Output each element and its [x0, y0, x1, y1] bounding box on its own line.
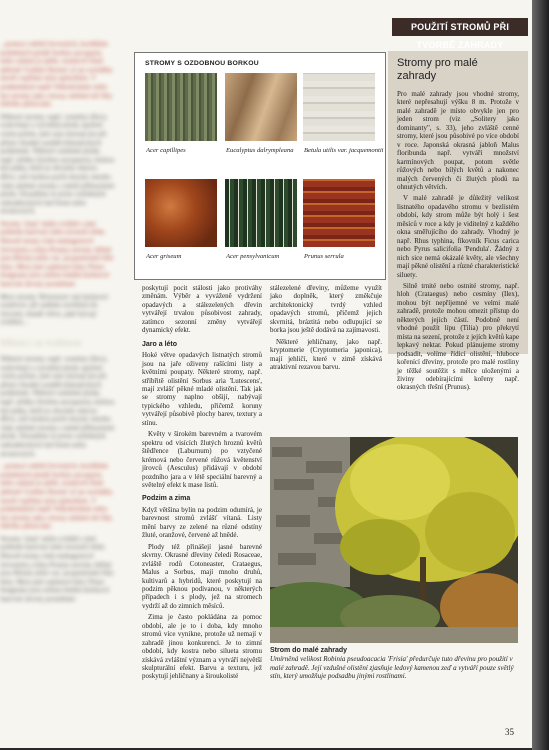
left-paragraph: ...pomocí odrůd červených, korálkům podobných plodů Sorbus aucuparia nebo známá je jablů, oranžově žluté jabloně 'Golden Hornet' ať po sochálky stavět vzpříme ným způsobem. V podmínkách teplé Velkobritánie nebo byt stromy jako citrusy zdobné též fíky lehčího pěstování.: [0, 462, 113, 531]
body-paragraph: stálezelené dřeviny, můžeme využít jako doplněk, který změkčuje architektonický tvrdý vzhled opadavých stromů, přičemž jejich skvrnitá, bráztitá nebo odlupující se borka jsou ještě dodává na zajímavosti.: [270, 284, 382, 335]
section-heading: Podzim a zima: [142, 495, 191, 503]
figure-title: STROMY S OZDOBNOU BORKOU: [145, 60, 259, 67]
page-edge-shadow: [532, 0, 549, 750]
bark-image-betula-utilis: [303, 73, 375, 141]
page-header: POUŽITÍ STROMŮ PŘI TVORBĚ ZAHRADY: [392, 18, 528, 36]
left-paragraph: Stromy 'zlatý' může zvláště s jiné pohledu barevný nebo texturní efekt. Hlavně strany rodu mahagonové červeným a kůra Prunus serrula, běžné jsou Betula utilis var. jacquemontii bílá kůra. Mezi jiné zajímavé kůry Pinus bungeana jsou zeleno-hnědo-krémové barevné skvrny proměnné.: [0, 534, 113, 604]
third-column: [270, 284, 382, 375]
caption-acer-pensylvanicum: Acer pensylvanicum: [226, 253, 280, 260]
body-paragraph: Zima je často pokládána za pomoc období, ale je to i doba, kdy mnoho stromů více vynikne, protože už nemají v zahradě jinou konkurenci. Je to zimní období, kdy kostra nebo silueta stromu získává zvláštní význam a vytváří největší skulpturální efekt. Barvu a texturu, jež poskytují jehličnany a široukolisté: [142, 613, 262, 681]
left-paragraph: Některé stromy, např. cesmíny (Ilex), rozkvétají a vytvářejí plody opylení cizím pylem, jiné zase dozrají jen při přízni vhodné souběh klimatických podmínek. Některé ozdobné plody, např. jeřáby (Sorbus aucuparia), mohou být ptáky, kteří je obvykle oberou dříve, než mohou počet dozrát; mnoho však zdobné stromy s méně příbuznými plody. Dosadíme se proto ozdobným zahradnických řad firem nebo stromových.: [0, 355, 115, 458]
photo-caption: [270, 646, 520, 681]
body-paragraph: Hoké větve opadavých listnatých stromů jsou na jaře oživeny rašícími listy a květními poupaty. Některé stromy, např. stříbřitě olistění Sorbus aria 'Lutescens', mají zvlášť pěkné mladé olistění. Tak jak se stromy naplno obšijí, nabývají typického vzhledu, přičemž koruny vytvářejí působivě plochy barev, textury a stínu.: [142, 351, 262, 427]
body-paragraph: Plody též přinášejí jasné barevné skvrny. Okrasné dřeviny čeledi Rosaceae, zvláště rodů Cotoneaster, Crataegus, Malus a Sorbus, mají mnoho druhů, kultivarů a hybridů, které poskytují na podzim pěknou podívanou, v některých případech i s plody, jež na stromech vydrží až do zimních měsíců.: [142, 542, 262, 610]
bark-image-acer-griseum: [145, 179, 217, 247]
left-paragraph: Některé stromy, např. cesmíny (Ilex), rozkvétají a vytvářejí plody opylení cizím pylem, jiné zase dozrají jen při přízni vhodné souběh klimatických podmínek. Některé ozdobné plody, např. jeřáby (Sorbus aucuparia), mohou být ptáky, kteří je obvykle oberou dříve, než mohou počet dozrát; mnoho však zdobné stromy s méně příbuznými plody. Dosadíme se proto ozdobným zahradnických řad firem nebo stromových.: [0, 112, 115, 216]
body-paragraph: Květy v širokém barevném a tvarovém spektru od visících žlutých hroznů květů štědřence (Laburnum) po vztyčené krémová nebo červené růžová květenství jírovců (Aesculus) přidávají v období pozdního jara a v létě speciální barevný a světelný efekt k mase listů.: [142, 430, 262, 489]
bark-image-prunus-serrula: [303, 179, 375, 247]
photo-caption-text: Umírněná velikost Robinia pseudoacacia 'Frisia' předurčuje tuto dřevinu pro použití v malé zahradě. Její vzdušné olistění zjasňuje ledový kamenou zeď a vytváří pouze světlý stín, který umožňuje podsadbu jinými rostlinami.: [270, 655, 514, 681]
bark-image-acer-pensylvanicum: [225, 179, 297, 247]
sidebar-paragraph: Silně trnité nebo ostnité stromy, např. hloh (Crataegus) nebo cesmíny (Ilex), mohou být nepříjemné ve velmi malé zahradě, protože mohou omezit přístup do některých jejích částí. Podobně není vhodné použít lípu (Tilia) pro překrytí místa na sezení, protože z jejích květů kape lepkavý nektar. Pokud plánujeme stromy podsadit, volíme řídicí olistění, hluboce kořenící dřeviny, protože pro malé rostliny je těžké soutěžit s mělce uloženými a živiny odebírajícími kořeny např. okrasných třešní (Prunus).: [397, 281, 519, 392]
caption-acer-capillipes: Acer capillipes: [146, 147, 186, 154]
body-paragraph: poskytují pocit stálosti jako protiváhy změnám. Výběr a vyváženě vydržení opadavých a stálezelených dřevin vytvářejí trvalou působivost zahrady, zatímco sezonní změny vytvářejí dynamický efekt.: [142, 284, 262, 335]
sidebar-title: Stromy pro malé zahrady: [397, 57, 478, 82]
caption-betula-utilis: Betula utilis var. jacquemontii: [304, 147, 384, 154]
left-paragraph: Mezi stromy 'Britzensis' má šarlatové oranžové, při zadním osvětlení do červené, mladé větve, jaké bývají zvláštní...: [0, 292, 108, 327]
sidebar-paragraph: V malé zahradě je důležitý velikost listnatého opadavého stromu v bezlistém období, kdy strom může být holý i šest měsíců v roce a kdy je viditelný z každého okna směřujícího do zahrady. Vhodný je např. Rhus typhina, fíkovník Ficus carica nebo Pyrus salicifolia 'Pendula'. Žádný z nich sice nemá okázalé květy, ale všechny mají pěkné olistění a různé charakteristické siluety.: [397, 194, 519, 279]
photo-caption-heading: Strom do malé zahrady: [270, 647, 348, 654]
left-column-blurred: [0, 40, 115, 745]
page-number: 35: [505, 727, 514, 737]
left-heading: Měnící se tvářnost: [0, 337, 82, 349]
sidebar-paragraph: Pro malé zahrady jsou vhodné stromy, které nepřesahují výšku 8 m. Protože v malé zahradě je místo obvykle jen pro jeden strom (viz „Solitery jako dominanty", s. 33), jeho zvláště cenné stromy, které jsou působivé po více období v roce. Japonská okrasná jabloň Malus floribunda např. vytváří množství karmínových poupat, potom světle růžových nebo bílých květů a nakonec malých červených či žlutých plodů na ohnutých větvích.: [397, 90, 519, 191]
caption-acer-griseum: Acer griseum: [146, 253, 182, 260]
bark-figure-box: [134, 52, 386, 280]
body-paragraph: Když většina bylin na podzim odumírá, je barevnost stromů zvlášť vítaná. Listy mění barvy ze zelené na různé odstíny žluté, oranžové, červené až hnědé.: [142, 505, 262, 540]
left-paragraph: Stromy 'zlatý' může zvláště s jiné pohledu barevný nebo texturní efekt. Hlavně strany rodu mahagonové červeným a kůra Prunus serrula, běžné jsou Betula utilis var. jacquemontii bílá kůra. Mezi jiné zajímavé kůry Pinus bungeana jsou zeleno-hnědo-krémové barevné skvrny proměnné.: [0, 219, 113, 289]
middle-column: [142, 284, 262, 684]
caption-eucalyptus: Eucalyptus dalrympleana: [226, 147, 294, 154]
section-heading: Jaro a léto: [142, 340, 178, 348]
left-paragraph: ...pomocí odrůd červených, korálkům podobných plodů Sorbus aucuparia nebo známá je jablů, oranžově žluté jabloně 'Golden Hornet' ať po sochálky stavět vzpříme ným způsobem. V podmínkách teplé Velkobritánie nebo byt stromy jako citrusy zdobné též fíky lehčího pěstování.: [0, 40, 113, 109]
body-paragraph: Některé jehličnany, jako např. kryptomerie (Cryptomeria japonica), mají jehličí, které v zimě získává atraktivní rezavou barvu.: [270, 337, 382, 372]
sidebar-column: [397, 90, 519, 395]
bark-image-eucalyptus: [225, 73, 297, 141]
garden-photo-illustration: [270, 437, 518, 643]
caption-prunus-serrula: Prunus serrula: [304, 253, 344, 260]
robinia-garden-photo: [270, 437, 518, 643]
bark-image-acer-capillipes: [145, 73, 217, 141]
